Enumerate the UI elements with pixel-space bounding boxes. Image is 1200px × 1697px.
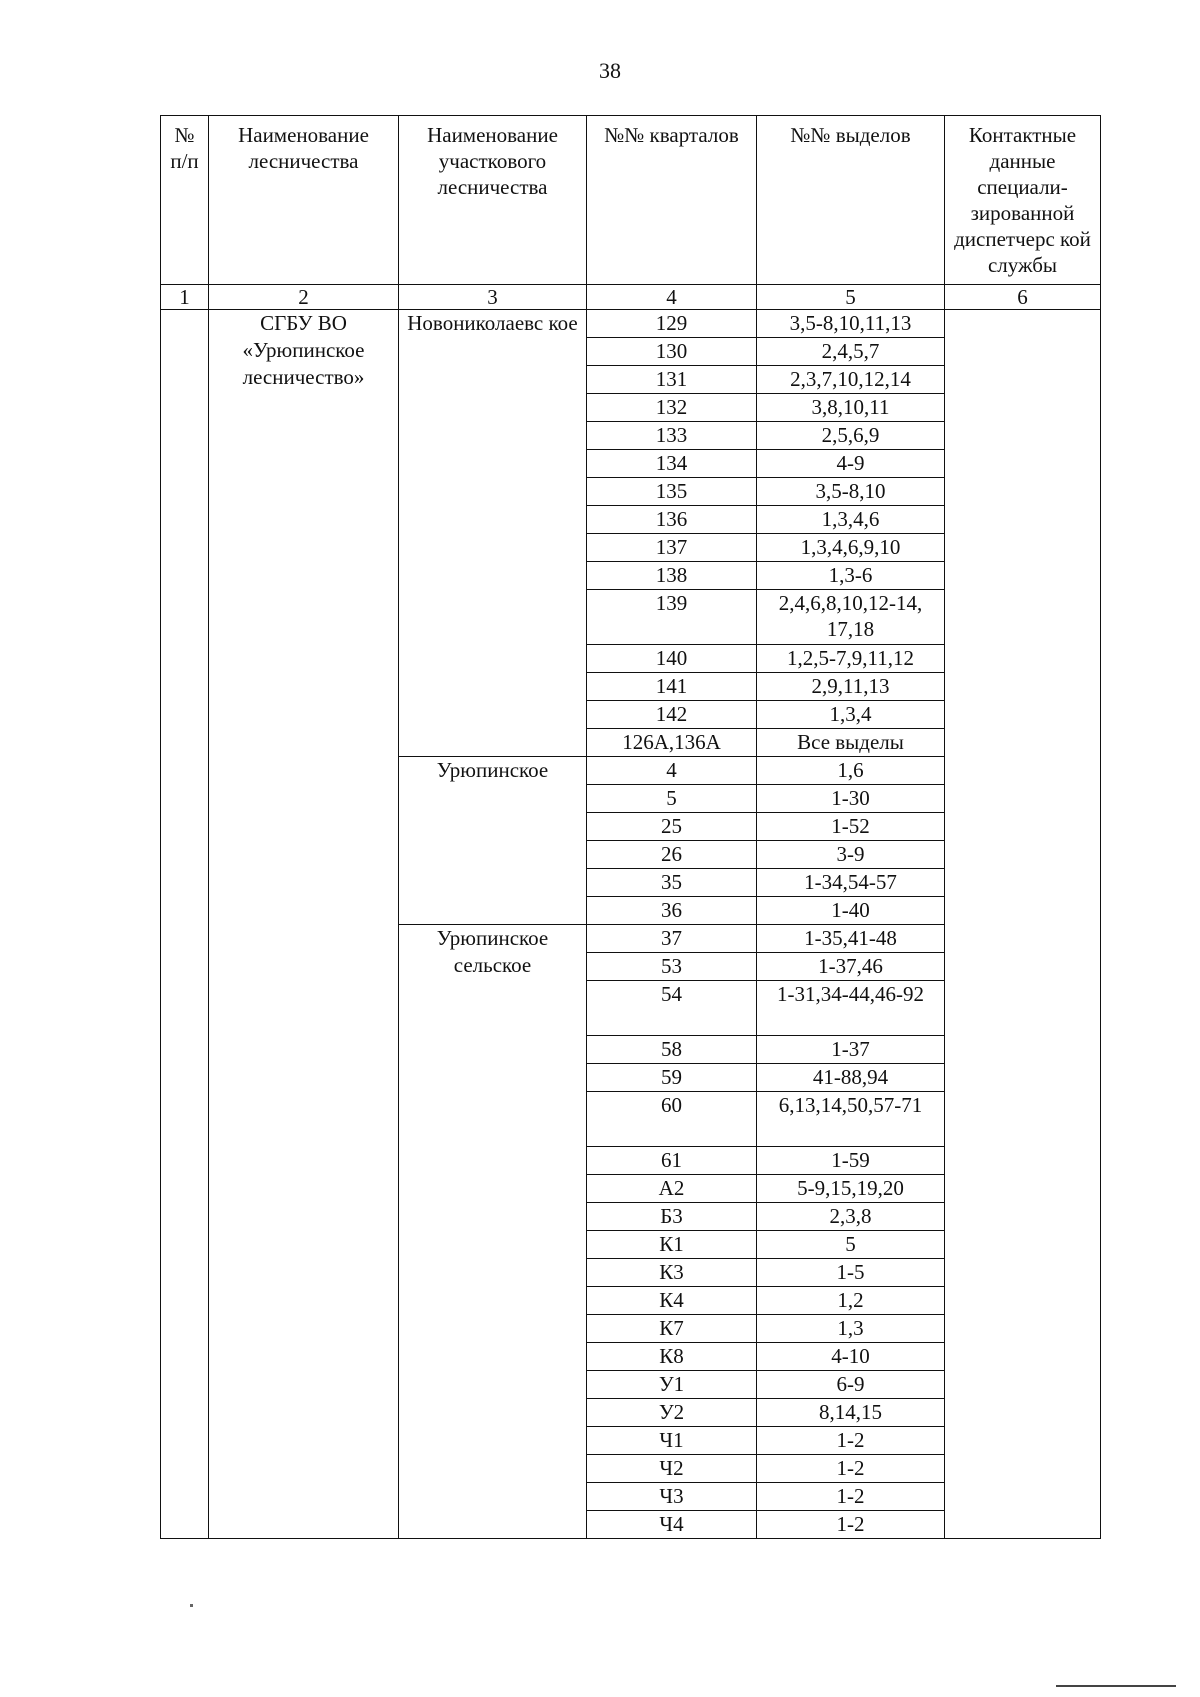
quarter-cell: 37 — [587, 925, 757, 953]
page-number: 38 — [599, 58, 621, 83]
quarter-cell: 25 — [587, 813, 757, 841]
parcel-cell: 2,4,6,8,10,12-14, 17,18 — [757, 590, 945, 645]
quarter-cell: 130 — [587, 338, 757, 366]
quarter-cell: 141 — [587, 673, 757, 701]
table-header — [161, 116, 1101, 310]
scan-dot — [190, 1604, 193, 1607]
parcel-cell: 1,3,4,6,9,10 — [757, 534, 945, 562]
row-number-cell — [161, 310, 209, 1539]
parcel-cell: 2,4,5,7 — [757, 338, 945, 366]
district-name: Новониколаевс кое — [399, 310, 587, 757]
quarter-cell: 133 — [587, 422, 757, 450]
district-name: Урюпинское сельское — [399, 925, 587, 1539]
column-number: 1 — [161, 285, 209, 310]
table-row — [161, 310, 1101, 338]
quarter-cell: Ч3 — [587, 1483, 757, 1511]
forest-quarters-table — [160, 115, 1101, 1539]
parcel-cell: 8,14,15 — [757, 1399, 945, 1427]
parcel-cell: 1-2 — [757, 1483, 945, 1511]
parcel-cell: 2,3,8 — [757, 1203, 945, 1231]
quarter-cell: К4 — [587, 1287, 757, 1315]
quarter-cell: 36 — [587, 897, 757, 925]
column-number-row — [161, 285, 1101, 310]
district-name: Урюпинское — [399, 757, 587, 925]
parcel-cell: 1,2,5-7,9,11,12 — [757, 645, 945, 673]
quarter-cell: 137 — [587, 534, 757, 562]
parcel-cell: 1-2 — [757, 1511, 945, 1539]
parcel-cell: 6-9 — [757, 1371, 945, 1399]
parcel-cell: 3,5-8,10,11,13 — [757, 310, 945, 338]
parcel-cell: 1-35,41-48 — [757, 925, 945, 953]
parcel-cell: 1-2 — [757, 1455, 945, 1483]
parcel-cell: 1-59 — [757, 1147, 945, 1175]
parcel-cell: 3,8,10,11 — [757, 394, 945, 422]
quarter-cell: 53 — [587, 953, 757, 981]
header-quarters: №№ кварталов — [587, 116, 757, 285]
column-number: 2 — [209, 285, 399, 310]
parcel-cell: 1,3,4 — [757, 701, 945, 729]
table-body — [161, 310, 1101, 1539]
parcel-cell: Все выделы — [757, 729, 945, 757]
parcel-cell: 3-9 — [757, 841, 945, 869]
parcel-cell: 3,5-8,10 — [757, 478, 945, 506]
quarter-cell: 59 — [587, 1064, 757, 1092]
scan-line — [1056, 1685, 1176, 1687]
quarter-cell: 4 — [587, 757, 757, 785]
quarter-cell: Ч2 — [587, 1455, 757, 1483]
quarter-cell: 134 — [587, 450, 757, 478]
parcel-cell: 1-40 — [757, 897, 945, 925]
quarter-cell: 140 — [587, 645, 757, 673]
parcel-cell: 1-2 — [757, 1427, 945, 1455]
parcel-cell: 1-30 — [757, 785, 945, 813]
quarter-cell: 131 — [587, 366, 757, 394]
quarter-cell: К7 — [587, 1315, 757, 1343]
parcel-cell: 5-9,15,19,20 — [757, 1175, 945, 1203]
column-number: 3 — [399, 285, 587, 310]
parcel-cell: 2,5,6,9 — [757, 422, 945, 450]
parcel-cell: 5 — [757, 1231, 945, 1259]
header-contacts: Контактные данные специали-зированной диспетчерс кой службы — [945, 116, 1101, 285]
quarter-cell: К3 — [587, 1259, 757, 1287]
quarter-cell: К8 — [587, 1343, 757, 1371]
parcel-cell: 1-37,46 — [757, 953, 945, 981]
quarter-cell: 136 — [587, 506, 757, 534]
parcel-cell: 1-34,54-57 — [757, 869, 945, 897]
quarter-cell: 5 — [587, 785, 757, 813]
parcel-cell: 1-37 — [757, 1036, 945, 1064]
quarter-cell: 35 — [587, 869, 757, 897]
quarter-cell: 61 — [587, 1147, 757, 1175]
quarter-cell: 142 — [587, 701, 757, 729]
parcel-cell: 6,13,14,50,57-71 — [757, 1092, 945, 1147]
column-number: 6 — [945, 285, 1101, 310]
forestry-name: СГБУ ВО «Урюпинское лесничество» — [209, 310, 399, 1539]
quarter-cell: А2 — [587, 1175, 757, 1203]
parcel-cell: 1,3,4,6 — [757, 506, 945, 534]
quarter-cell: 126А,136А — [587, 729, 757, 757]
header-forestry: Наименование лесничества — [209, 116, 399, 285]
header-district: Наименование участкового лесничества — [399, 116, 587, 285]
quarter-cell: К1 — [587, 1231, 757, 1259]
parcel-cell: 1,3-6 — [757, 562, 945, 590]
quarter-cell: 138 — [587, 562, 757, 590]
quarter-cell: 54 — [587, 981, 757, 1036]
parcel-cell: 4-10 — [757, 1343, 945, 1371]
header-parcels: №№ выделов — [757, 116, 945, 285]
parcel-cell: 1,3 — [757, 1315, 945, 1343]
quarter-cell: 26 — [587, 841, 757, 869]
parcel-cell: 41-88,94 — [757, 1064, 945, 1092]
quarter-cell: У1 — [587, 1371, 757, 1399]
quarter-cell: Ч1 — [587, 1427, 757, 1455]
column-number: 4 — [587, 285, 757, 310]
quarter-cell: 58 — [587, 1036, 757, 1064]
contacts-cell — [945, 310, 1101, 1539]
column-number: 5 — [757, 285, 945, 310]
quarter-cell: 139 — [587, 590, 757, 645]
quarter-cell: 135 — [587, 478, 757, 506]
parcel-cell: 1-31,34-44,46-92 — [757, 981, 945, 1036]
quarter-cell: 129 — [587, 310, 757, 338]
parcel-cell: 2,9,11,13 — [757, 673, 945, 701]
parcel-cell: 2,3,7,10,12,14 — [757, 366, 945, 394]
header-number: № п/п — [161, 116, 209, 285]
parcel-cell: 1,6 — [757, 757, 945, 785]
quarter-cell: 60 — [587, 1092, 757, 1147]
parcel-cell: 1,2 — [757, 1287, 945, 1315]
parcel-cell: 1-5 — [757, 1259, 945, 1287]
quarter-cell: Б3 — [587, 1203, 757, 1231]
quarter-cell: Ч4 — [587, 1511, 757, 1539]
parcel-cell: 4-9 — [757, 450, 945, 478]
parcel-cell: 1-52 — [757, 813, 945, 841]
quarter-cell: У2 — [587, 1399, 757, 1427]
quarter-cell: 132 — [587, 394, 757, 422]
